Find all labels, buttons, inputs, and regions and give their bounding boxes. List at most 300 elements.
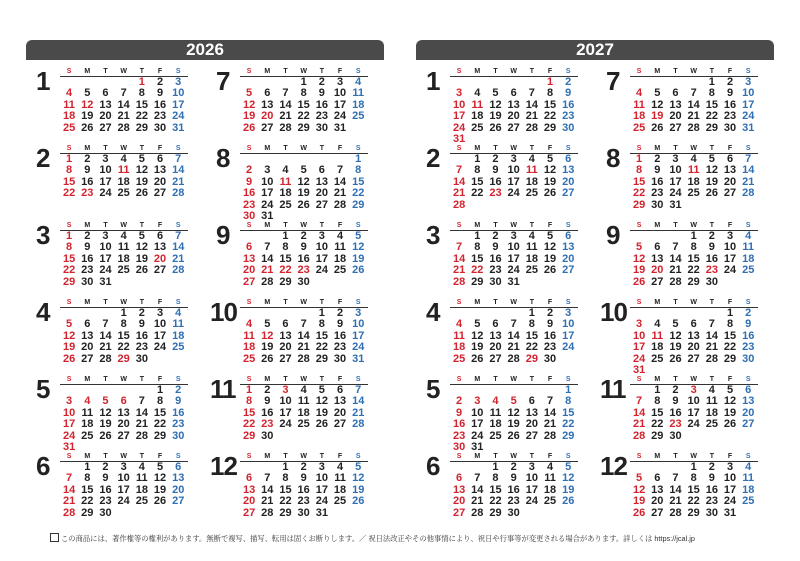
day-cell: 30	[507, 506, 520, 519]
weekday-label: T	[673, 299, 678, 306]
day-cell: 26	[651, 121, 664, 134]
day-cell: 12	[543, 164, 557, 177]
day-cell: 21	[471, 495, 484, 508]
day-cell: 8	[528, 318, 535, 331]
day-cell: 11	[453, 329, 465, 342]
day-cell: 24	[507, 187, 520, 200]
month-grid	[630, 144, 758, 211]
day-cell: 2	[84, 153, 91, 165]
weekday-label: T	[529, 453, 534, 460]
week-row	[60, 508, 188, 519]
day-cell: 30	[261, 429, 274, 442]
day-cell: 2	[492, 153, 499, 165]
weekday-label: S	[565, 68, 571, 75]
day-cell: 24	[99, 264, 112, 277]
week-row	[240, 123, 368, 134]
weekday-label: W	[510, 68, 517, 75]
day-cell: 8	[138, 87, 145, 100]
day-cell: 4	[708, 384, 715, 396]
day-cell: 18	[525, 175, 538, 188]
day-cell: 10	[471, 406, 484, 419]
weekday-label: F	[157, 222, 163, 229]
day-cell: 27	[489, 352, 502, 365]
day-cell: 29	[543, 121, 557, 134]
day-cell: 20	[669, 110, 682, 123]
weekday-label: W	[510, 453, 517, 460]
weekday-label: F	[547, 68, 553, 75]
month-number: 8	[606, 143, 621, 173]
day-cell: 15	[489, 483, 502, 496]
day-cell: 7	[474, 472, 481, 485]
week-row	[240, 419, 368, 430]
day-cell: 17	[117, 483, 130, 496]
week-row	[630, 508, 758, 519]
empty-cell	[721, 277, 739, 288]
weekday-label: T	[103, 68, 108, 75]
day-cell: 21	[279, 110, 292, 123]
weekday-label: F	[547, 376, 553, 383]
day-cell: 3	[318, 461, 325, 473]
day-cell: 30	[153, 121, 167, 134]
day-cell: 19	[261, 341, 274, 354]
empty-cell	[523, 277, 541, 288]
day-cell: 26	[242, 121, 256, 134]
day-cell: 20	[99, 110, 112, 123]
month-number: 5	[36, 374, 51, 404]
empty-cell	[559, 508, 577, 519]
day-cell: 1	[84, 461, 91, 473]
day-cell: 4	[175, 307, 182, 319]
day-cell: 11	[742, 241, 755, 254]
weekday-label: T	[103, 376, 108, 383]
day-cell: 19	[632, 264, 646, 277]
day-cell: 28	[669, 275, 682, 288]
day-cell: 19	[352, 252, 365, 265]
weekday-label: T	[319, 299, 324, 306]
day-cell: 8	[474, 241, 481, 254]
day-cell: 21	[261, 495, 274, 508]
day-cell: 22	[562, 418, 575, 431]
day-cell: 6	[318, 164, 325, 177]
day-cell: 25	[352, 110, 365, 123]
day-cell: 31	[632, 363, 646, 376]
day-cell: 16	[507, 483, 520, 496]
day-cell: 28	[279, 121, 292, 134]
day-cell: 12	[135, 164, 148, 177]
day-cell: 1	[120, 307, 127, 319]
day-cell: 8	[120, 318, 127, 331]
day-cell: 2	[510, 461, 517, 473]
weekday-label: W	[300, 68, 307, 75]
weekday-label: T	[673, 453, 678, 460]
month-grid	[450, 67, 578, 145]
day-cell: 5	[654, 87, 661, 100]
weekday-label: W	[690, 376, 697, 383]
month-number: 4	[36, 297, 51, 327]
day-cell: 15	[297, 98, 310, 111]
day-cell: 11	[117, 241, 130, 254]
day-cell: 7	[636, 395, 643, 408]
day-cell: 17	[687, 406, 700, 419]
weekday-label: F	[157, 68, 163, 75]
month-grid	[240, 375, 368, 442]
weekday-label: M	[84, 222, 91, 229]
day-cell: 24	[153, 341, 167, 354]
weekday-label: T	[103, 453, 108, 460]
weekday-label: T	[529, 222, 534, 229]
day-cell: 3	[726, 461, 734, 473]
weekday-label: S	[246, 376, 252, 383]
month-block	[606, 221, 756, 291]
weekday-label: M	[264, 453, 271, 460]
weekday-label: T	[709, 222, 714, 229]
day-cell: 10	[261, 175, 274, 188]
weekday-label: T	[493, 453, 498, 460]
day-cell: 5	[66, 318, 73, 331]
day-cell: 3	[672, 153, 679, 165]
day-cell: 12	[543, 241, 557, 254]
day-cell: 17	[471, 418, 484, 431]
day-cell: 13	[669, 98, 682, 111]
week-row	[60, 419, 188, 430]
day-cell: 10	[507, 164, 520, 177]
day-cell: 10	[669, 164, 682, 177]
weekday-label: S	[745, 222, 751, 229]
day-cell: 22	[687, 495, 700, 508]
day-cell: 19	[507, 418, 520, 431]
weekday-label: S	[745, 68, 751, 75]
day-cell: 16	[297, 483, 310, 496]
weekday-label: M	[474, 222, 481, 229]
day-cell: 25	[742, 264, 755, 277]
day-cell: 18	[742, 252, 755, 265]
day-cell: 13	[742, 395, 755, 408]
day-cell: 3	[282, 384, 289, 396]
day-cell: 25	[742, 495, 755, 508]
weekday-label: T	[709, 68, 714, 75]
day-cell: 27	[723, 187, 737, 200]
day-cell: 8	[690, 472, 697, 485]
day-cell: 15	[705, 98, 718, 111]
day-cell: 25	[242, 352, 256, 365]
empty-cell	[541, 508, 559, 519]
day-cell: 22	[279, 264, 292, 277]
day-cell: 15	[632, 175, 646, 188]
month-block	[426, 66, 576, 145]
weekday-label: F	[337, 222, 343, 229]
day-cell: 22	[651, 418, 664, 431]
day-cell: 18	[452, 341, 466, 354]
day-cell: 23	[297, 495, 310, 508]
day-cell: 1	[726, 307, 734, 319]
weekday-label: M	[654, 145, 661, 152]
day-cell: 30	[333, 352, 347, 365]
day-cell: 30	[242, 209, 256, 222]
weekday-label: T	[493, 299, 498, 306]
empty-cell	[313, 277, 331, 288]
day-cell: 27	[525, 429, 538, 442]
day-cell: 19	[471, 341, 484, 354]
weekday-label: F	[727, 376, 733, 383]
weekday-label: S	[565, 145, 571, 152]
day-cell: 15	[687, 252, 700, 265]
weekday-header	[450, 67, 578, 77]
weekday-label: S	[565, 222, 571, 229]
day-cell: 19	[562, 483, 575, 496]
day-cell: 13	[723, 164, 737, 177]
weekday-label: M	[474, 299, 481, 306]
day-cell: 10	[315, 472, 328, 485]
day-cell: 22	[62, 187, 76, 200]
day-cell: 15	[62, 175, 76, 188]
week-row	[630, 419, 758, 430]
month-number: 2	[426, 143, 441, 173]
day-cell: 20	[651, 495, 664, 508]
day-cell: 27	[242, 275, 256, 288]
day-cell: 9	[745, 318, 752, 331]
day-cell: 2	[708, 230, 715, 242]
day-cell: 31	[507, 275, 520, 288]
day-cell: 6	[510, 87, 517, 100]
day-cell: 4	[246, 318, 253, 331]
weekday-label: F	[727, 453, 733, 460]
day-cell: 15	[687, 483, 700, 496]
day-cell: 25	[471, 121, 484, 134]
day-cell: 19	[543, 175, 557, 188]
day-cell: 1	[246, 384, 253, 396]
day-cell: 8	[636, 164, 643, 177]
day-cell: 7	[672, 472, 679, 485]
weekday-label: T	[103, 222, 108, 229]
day-cell: 9	[336, 318, 344, 331]
month-block	[36, 67, 186, 137]
week-row	[450, 431, 578, 442]
day-cell: 7	[66, 472, 73, 485]
empty-cell	[295, 431, 313, 442]
day-cell: 20	[242, 264, 256, 277]
day-cell: 27	[315, 198, 328, 211]
day-cell: 16	[489, 252, 502, 265]
day-cell: 26	[62, 352, 76, 365]
day-cell: 30	[135, 352, 148, 365]
day-cell: 21	[297, 341, 310, 354]
day-cell: 21	[705, 341, 718, 354]
week-row	[630, 342, 758, 353]
week-row	[450, 342, 578, 353]
weekday-label: M	[474, 145, 481, 152]
day-cell: 23	[651, 187, 664, 200]
weekday-label: W	[120, 453, 127, 460]
day-cell: 11	[117, 164, 130, 177]
day-cell: 24	[117, 495, 130, 508]
day-cell: 13	[279, 329, 292, 342]
day-cell: 22	[315, 341, 328, 354]
day-cell: 8	[282, 472, 289, 485]
day-cell: 24	[261, 198, 274, 211]
day-cell: 14	[471, 483, 484, 496]
day-cell: 14	[632, 406, 646, 419]
day-cell: 1	[654, 384, 661, 396]
footer-note	[50, 533, 695, 544]
weekday-label: S	[456, 68, 462, 75]
month-grid	[630, 375, 758, 442]
weekday-label: F	[547, 299, 553, 306]
day-cell: 14	[507, 329, 520, 342]
day-cell: 2	[175, 384, 182, 396]
month-grid	[630, 221, 758, 288]
day-cell: 7	[120, 87, 127, 100]
day-cell: 13	[452, 483, 466, 496]
day-cell: 30	[562, 121, 575, 134]
weekday-label: T	[709, 145, 714, 152]
day-cell: 10	[172, 87, 185, 100]
weekday-header	[630, 67, 758, 77]
weekday-label: T	[319, 222, 324, 229]
day-cell: 18	[742, 483, 755, 496]
weekday-label: T	[529, 145, 534, 152]
day-cell: 9	[708, 472, 715, 485]
day-cell: 5	[546, 153, 554, 165]
day-cell: 11	[63, 98, 75, 111]
day-cell: 10	[562, 318, 575, 331]
day-cell: 11	[81, 406, 94, 419]
day-cell: 21	[117, 110, 130, 123]
empty-cell	[703, 200, 721, 211]
day-cell: 29	[489, 506, 502, 519]
day-cell: 26	[723, 418, 737, 431]
month-block	[600, 297, 756, 376]
week-row	[450, 200, 578, 211]
day-cell: 1	[282, 461, 289, 473]
empty-cell	[685, 200, 703, 211]
day-cell: 31	[172, 121, 185, 134]
day-cell: 10	[525, 472, 538, 485]
day-cell: 25	[333, 264, 347, 277]
empty-cell	[486, 200, 504, 211]
day-cell: 7	[510, 318, 517, 331]
month-block	[426, 144, 576, 214]
day-cell: 14	[279, 98, 292, 111]
weekday-label: S	[745, 145, 751, 152]
empty-cell	[468, 200, 486, 211]
day-cell: 1	[528, 307, 535, 319]
day-cell: 11	[742, 472, 755, 485]
day-cell: 3	[528, 461, 535, 473]
day-cell: 4	[84, 395, 91, 408]
weekday-label: T	[319, 453, 324, 460]
day-cell: 28	[333, 198, 347, 211]
weekday-label: S	[636, 145, 642, 152]
weekday-label: T	[319, 145, 324, 152]
day-cell: 4	[456, 318, 463, 331]
week-row	[630, 123, 758, 134]
weekday-label: T	[283, 145, 288, 152]
day-cell: 2	[336, 307, 344, 319]
day-cell: 5	[510, 395, 517, 408]
day-cell: 17	[507, 175, 520, 188]
day-cell: 23	[452, 429, 466, 442]
weekday-label: T	[493, 376, 498, 383]
day-cell: 29	[315, 352, 328, 365]
day-cell: 13	[242, 483, 256, 496]
day-cell: 6	[456, 472, 463, 485]
weekday-label: F	[727, 299, 733, 306]
month-number: 1	[426, 66, 441, 96]
day-cell: 10	[632, 329, 646, 342]
day-cell: 1	[474, 230, 481, 242]
day-cell: 15	[315, 329, 328, 342]
day-cell: 2	[246, 164, 253, 177]
day-cell: 4	[355, 76, 362, 88]
day-cell: 27	[562, 264, 575, 277]
day-cell: 30	[705, 506, 718, 519]
day-cell: 25	[651, 352, 664, 365]
day-cell: 13	[315, 175, 328, 188]
day-cell: 6	[156, 153, 164, 165]
year-header: 2026	[26, 40, 384, 60]
day-cell: 5	[636, 241, 643, 254]
day-cell: 12	[352, 241, 365, 254]
day-cell: 28	[261, 275, 274, 288]
day-cell: 29	[705, 121, 718, 134]
month-grid	[60, 375, 188, 453]
day-cell: 23	[489, 264, 502, 277]
weekday-label: S	[565, 453, 571, 460]
day-cell: 1	[66, 230, 73, 242]
day-cell: 27	[687, 352, 700, 365]
weekday-label: T	[709, 376, 714, 383]
day-cell: 3	[510, 153, 517, 165]
day-cell: 18	[62, 110, 76, 123]
day-cell: 10	[117, 472, 130, 485]
week-row	[240, 111, 368, 122]
empty-cell	[559, 277, 577, 288]
day-cell: 4	[66, 87, 73, 100]
day-cell: 24	[525, 495, 538, 508]
day-cell: 23	[135, 341, 148, 354]
weekday-label: M	[264, 68, 271, 75]
weekday-label: M	[654, 222, 661, 229]
weekday-label: F	[547, 222, 553, 229]
weekday-label: S	[175, 299, 181, 306]
day-cell: 11	[651, 329, 664, 342]
day-cell: 3	[120, 461, 127, 473]
day-cell: 29	[279, 275, 292, 288]
day-cell: 8	[246, 395, 253, 408]
day-cell: 23	[242, 198, 256, 211]
day-cell: 6	[84, 318, 91, 331]
weekday-label: W	[120, 376, 127, 383]
weekday-label: S	[636, 299, 642, 306]
day-cell: 18	[242, 341, 256, 354]
day-cell: 16	[242, 187, 256, 200]
day-cell: 17	[669, 175, 682, 188]
day-cell: 20	[333, 406, 347, 419]
day-cell: 28	[172, 187, 185, 200]
weekday-label: W	[690, 453, 697, 460]
day-cell: 16	[81, 252, 94, 265]
weekday-label: S	[456, 376, 462, 383]
weekday-label: W	[300, 453, 307, 460]
day-cell: 21	[632, 418, 646, 431]
week-row	[240, 200, 368, 211]
day-cell: 4	[120, 230, 127, 242]
day-cell: 29	[562, 429, 575, 442]
day-cell: 8	[474, 164, 481, 177]
day-cell: 30	[99, 506, 112, 519]
day-cell: 6	[726, 153, 734, 165]
day-cell: 15	[543, 98, 557, 111]
